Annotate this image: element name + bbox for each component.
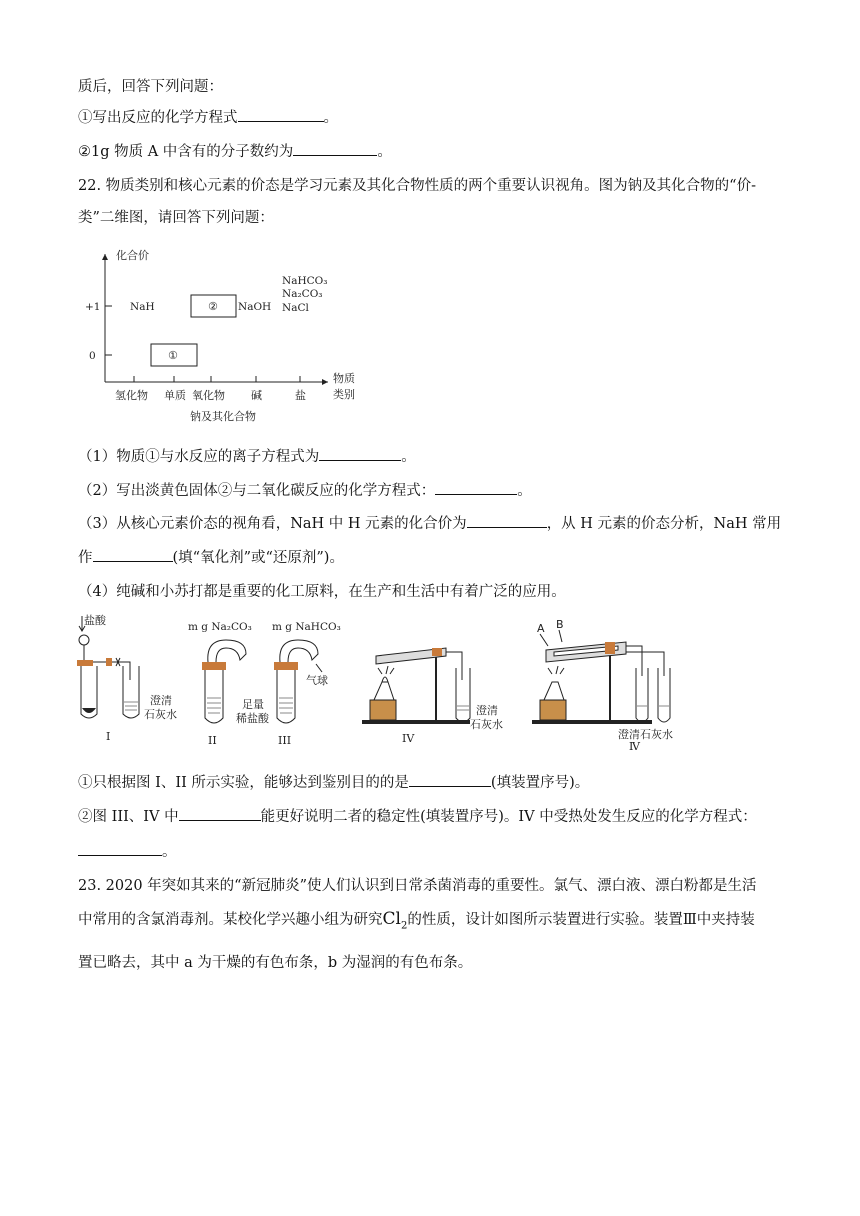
- label-A: A: [537, 622, 545, 635]
- apparatus-IV-second: [532, 618, 673, 750]
- wood-block-icon: [370, 700, 396, 720]
- limewater-label-2: 石灰水: [144, 708, 177, 721]
- q21-part1-end: 。: [323, 110, 338, 126]
- label-B: B: [556, 618, 564, 631]
- answer-blank[interactable]: [319, 446, 401, 461]
- q22-sub3-line1: [78, 513, 781, 534]
- answer-blank[interactable]: [293, 141, 377, 156]
- q23-line2-b: 的性质，设计如图所示装置进行实验。装置Ⅲ中夹持装: [407, 912, 755, 928]
- q22-sub4-2-end: 。: [162, 844, 177, 860]
- x-axis-label-1: 物质: [333, 372, 355, 385]
- q22-sub3-line2-b: (填“氧化剂”或“还原剂”)。: [172, 550, 344, 566]
- cl2-main: Cl: [382, 909, 401, 929]
- x-tick-base: 碱: [251, 389, 262, 402]
- cl2-formula: [382, 909, 408, 932]
- answer-blank[interactable]: [179, 806, 261, 821]
- q22-sub3-text-b: ，从 H 元素的价态分析，NaH 常用: [546, 516, 782, 532]
- q22-sub4-2-text-a: ②图 III、IV 中: [78, 809, 179, 825]
- box-2-label: ②: [208, 300, 218, 313]
- test-tube-icon: [277, 668, 295, 723]
- answer-blank[interactable]: [238, 107, 324, 122]
- device-label-II: II: [208, 734, 217, 747]
- q22-stem-line2: 类”二维图，请回答下列问题：: [78, 210, 274, 226]
- q22-sub1: [78, 446, 416, 467]
- q23-line1: 23. 2020 年突如其来的“新冠肺炎”使人们认识到日常杀菌消毒的重要性。氯气、漂白液、漂白粉都是生活: [78, 878, 757, 894]
- q22-sub1-text: （1）物质①与水反应的离子方程式为: [78, 449, 320, 465]
- intro-text: 质后，回答下列问题：: [78, 79, 223, 95]
- answer-blank[interactable]: [93, 547, 173, 562]
- q22-sub4-1-end: (填装置序号)。: [490, 775, 590, 791]
- cl2-sub: 2: [400, 920, 408, 932]
- na2co3-label: m g Na₂CO₃: [188, 621, 252, 633]
- test-tube-icon: [205, 668, 223, 723]
- test-tube-icon: [456, 668, 470, 722]
- funnel-icon: [79, 635, 89, 645]
- box-1-label: ①: [168, 349, 178, 362]
- q22-sub3-line2: [78, 547, 344, 568]
- limewater-iv-label-2: 石灰水: [470, 718, 503, 731]
- q23-line2: [78, 909, 755, 936]
- limewater-iv2-label: 澄清石灰水: [618, 728, 673, 741]
- q22-sub4: （4）纯碱和小苏打都是重要的化工原料，在生产和生活中有着广泛的应用。: [78, 584, 566, 600]
- q22-sub2-text: （2）写出淡黄色固体②与二氧化碳反应的化学方程式：: [78, 483, 436, 499]
- q21-part1-text: ①写出反应的化学方程式: [78, 110, 238, 126]
- stopper-icon: [77, 660, 93, 666]
- alcohol-lamp-icon: [544, 682, 564, 700]
- x-tick-oxide: 氧化物: [192, 389, 225, 402]
- x-axis-label-2: 类别: [333, 388, 355, 401]
- salt-nacl: NaCl: [282, 302, 309, 314]
- apparatus-I: [77, 613, 177, 743]
- apparatus-II: [188, 621, 270, 747]
- device-label-IV-2: Ⅳ: [629, 740, 640, 750]
- balloon-label: 气球: [306, 674, 328, 687]
- answer-blank[interactable]: [78, 841, 162, 856]
- answer-blank[interactable]: [435, 480, 517, 495]
- q22-sub4-2-text-b: 能更好说明二者的稳定性(填装置序号)。IV 中受热处发生反应的化学方程式：: [260, 809, 757, 825]
- limewater-iv-label-1: 澄清: [476, 704, 498, 717]
- x-tick-hydride: 氢化物: [115, 389, 148, 402]
- q22-sub1-end: 。: [401, 449, 416, 465]
- excess-label-2: 稀盐酸: [236, 712, 269, 725]
- device-label-IV: IV: [402, 732, 415, 745]
- apparatus-IV: [362, 648, 503, 745]
- y-tick-plus1: +1: [85, 301, 101, 313]
- q21-part2-text: ②1g 物质 A 中含有的分子数约为: [78, 144, 294, 160]
- q23-line3: 置已略去，其中 a 为干燥的有色布条，b 为湿润的有色布条。: [78, 955, 473, 971]
- chart-caption: 钠及其化合物: [190, 410, 256, 423]
- naoh-label: NaOH: [238, 301, 272, 313]
- salt-nahco3: NaHCO₃: [282, 275, 328, 287]
- q22-stem-line1: 22. 物质类别和核心元素的价态是学习元素及其化合物性质的两个重要认识视角。图为钠及其化合物的“价-: [78, 178, 756, 194]
- q22-sub4-2-line2: [78, 841, 177, 862]
- q22-sub2-end: 。: [517, 483, 532, 499]
- q22-sub3-line2-a: 作: [78, 550, 93, 566]
- device-label-I: I: [106, 730, 111, 743]
- q22-sub4-1: [78, 772, 589, 793]
- y-tick-zero: 0: [89, 350, 96, 362]
- q22-sub4-2: [78, 806, 757, 827]
- q22-sub2: [78, 480, 532, 501]
- device-label-III: III: [278, 734, 292, 747]
- nahco3-label: m g NaHCO₃: [272, 621, 341, 633]
- q21-part1: [78, 107, 338, 128]
- test-tube-icon: [636, 668, 648, 722]
- balloon-icon: [280, 640, 318, 662]
- valence-class-diagram: [78, 240, 378, 430]
- limewater-label-1: 澄清: [150, 694, 172, 707]
- answer-blank[interactable]: [409, 772, 491, 787]
- test-tube-icon: [658, 668, 670, 722]
- excess-label-1: 足量: [242, 698, 264, 711]
- q22-sub3-text-a: （3）从核心元素价态的视角看，NaH 中 H 元素的化合价为: [78, 516, 467, 532]
- q21-part2: [78, 141, 392, 162]
- q21-part2-end: 。: [377, 144, 392, 160]
- hcl-label: 盐酸: [84, 614, 106, 627]
- stand-base: [532, 720, 652, 724]
- apparatus-figure: [70, 610, 710, 750]
- q22-sub4-1-text: ①只根据图 I、II 所示实验，能够达到鉴别目的的是: [78, 775, 409, 791]
- alcohol-lamp-icon: [374, 682, 394, 700]
- x-tick-salt: 盐: [295, 389, 306, 402]
- wood-block-icon: [540, 700, 566, 720]
- apparatus-III: [272, 621, 341, 747]
- balloon-icon: [208, 640, 246, 662]
- q23-line2-a: 中常用的含氯消毒剂。某校化学兴趣小组为研究: [78, 912, 383, 928]
- salt-na2co3: Na₂CO₃: [282, 288, 323, 300]
- y-axis-label: 化合价: [116, 249, 149, 262]
- nah-label: NaH: [130, 301, 155, 313]
- x-tick-element: 单质: [164, 389, 186, 402]
- answer-blank[interactable]: [467, 513, 547, 528]
- stand-base: [362, 720, 470, 724]
